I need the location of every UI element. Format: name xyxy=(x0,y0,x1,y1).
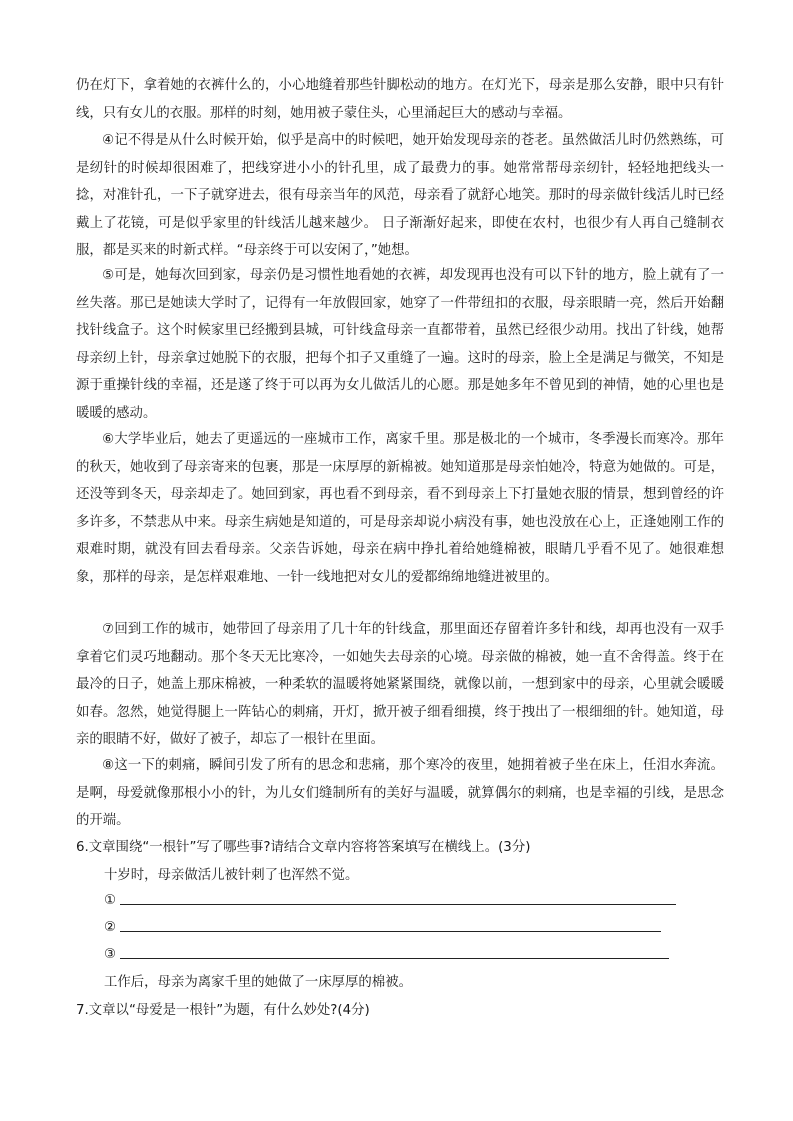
paragraph-5: ⑤可是，她每次回到家，母亲仍是习惯性地看她的衣裤，却发现再也没有可以下针的地方，脸上就有了一丝失落。那已是她读大学时了，记得有一年放假回家，她穿了一件带纽扣的衣服，母亲眼睛一亮，然后开始翻找针线盒子。这个时候家里已经搬到县城，可针线盒母亲一直都带着，虽然已经很少动用。找出了针线，她帮母亲纫上针，母亲拿过她脱下的衣服，把每个扣子又重缝了一遍。这时的母亲，脸上全是满足与微笑，不知是源于重操针线的幸福，还是遂了终于可以再为女儿做活儿的心愿。那是她多年不曾见到的神情，她的心里也是暖暖的感动。 xyxy=(76,268,724,421)
paragraph-4: ④记不得是从什么时候开始，似乎是高中的时候吧，她开始发现母亲的苍老。虽然做活儿时仍然熟练，可是纫针的时候却很困难了，把线穿进小小的针孔里，成了最费力的事。她常常帮母亲纫针，轻轻地把线头一捻，对准针孔，一下子就穿进去，很有母亲当年的风范，母亲看了就舒心地笑。那时的母亲做针线活儿时已经戴上了花镜，可是似乎家里的针线活儿越来越少。 日子渐渐好起来，即使在农村，也很少有人再自己缝制衣服，都是买来的时新式样。“母亲终于可以安闲了，”她想。 xyxy=(76,133,724,259)
answer-line-3[interactable] xyxy=(104,944,120,966)
answer-number-3: ③ xyxy=(104,947,117,962)
paragraph-8: ⑧这一下的刺痛，瞬间引发了所有的思念和悲痛，那个寒冷的夜里，她拥着被子坐在床上，任泪水奔流。是啊，母爱就像那根小小的针，为儿女们缝制所有的美好与温暖，就算偶尔的刺痛，也是幸福的引线，是思念的开端。 xyxy=(76,758,724,829)
answer-number-2: ② xyxy=(104,920,117,935)
answer-number-1: ① xyxy=(104,893,117,908)
paragraph-continued: 仍在灯下，拿着她的衣裤什么的，小心地缝着那些针脚松动的地方。在灯光下，母亲是那么安静，眼中只有针线，只有女儿的衣服。那样的时刻，她用被子蒙住头，心里涌起巨大的感动与幸福。 xyxy=(76,78,724,121)
paragraph-6: ⑥大学毕业后，她去了更遥远的一座城市工作，离家千里。那是极北的一个城市，冬季漫长而寒冷。那年的秋天，她收到了母亲寄来的包裹，那是一床厚厚的新棉被。她知道那是母亲怕她冷，特意为她做的。可是，还没等到冬天，母亲却走了。她回到家，再也看不到母亲，看不到母亲上下打量她衣服的情景，想到曾经的许多许多，不禁悲从中来。母亲生病她是知道的，可是母亲却说小病没有事，她也没放在心上，正逢她刚工作的艰难时期，就没有回去看母亲。父亲告诉她，母亲在病中挣扎着给她缝棉被，眼睛几乎看不见了。她很难想象，那样的母亲，是怎样艰难地、一针一线地把对女儿的爱都绵绵地缝进被里的。 xyxy=(76,432,724,585)
answer-blank-3[interactable] xyxy=(120,958,669,959)
question-7-prompt: 7.文章以“母爱是一根针”为题，有什么妙处?(4分) xyxy=(76,1003,370,1018)
question-6-first-event: 十岁时，母亲做活儿被针刺了也浑然不觉。 xyxy=(104,868,359,883)
question-6-prompt: 6.文章围绕“一根针”写了哪些事?请结合文章内容将答案填写在横线上。(3分) xyxy=(76,840,531,855)
answer-blank-1[interactable] xyxy=(120,904,676,905)
question-6-last-event: 工作后，母亲为离家千里的她做了一床厚厚的棉被。 xyxy=(104,975,412,990)
answer-line-1[interactable] xyxy=(104,890,120,912)
answer-line-2[interactable] xyxy=(104,917,120,939)
answer-blank-2[interactable] xyxy=(120,931,661,932)
paragraph-7: ⑦回到工作的城市，她带回了母亲用了几十年的针线盒，那里面还存留着许多针和线，却再也没有一双手拿着它们灵巧地翻动。那个冬天无比寒冷，一如她失去母亲的心境。母亲做的棉被，她一直不舍得盖。终于在最冷的日子，她盖上那床棉被，一种柔软的温暖将她紧紧围绕，就像以前，一想到家中的母亲，心里就会暖暖如春。忽然，她觉得腿上一阵钻心的刺痛，开灯，掀开被子细看细摸，终于拽出了一根细细的针。她知道，母亲的眼睛不好，做好了被子，却忘了一根针在里面。 xyxy=(76,622,724,748)
